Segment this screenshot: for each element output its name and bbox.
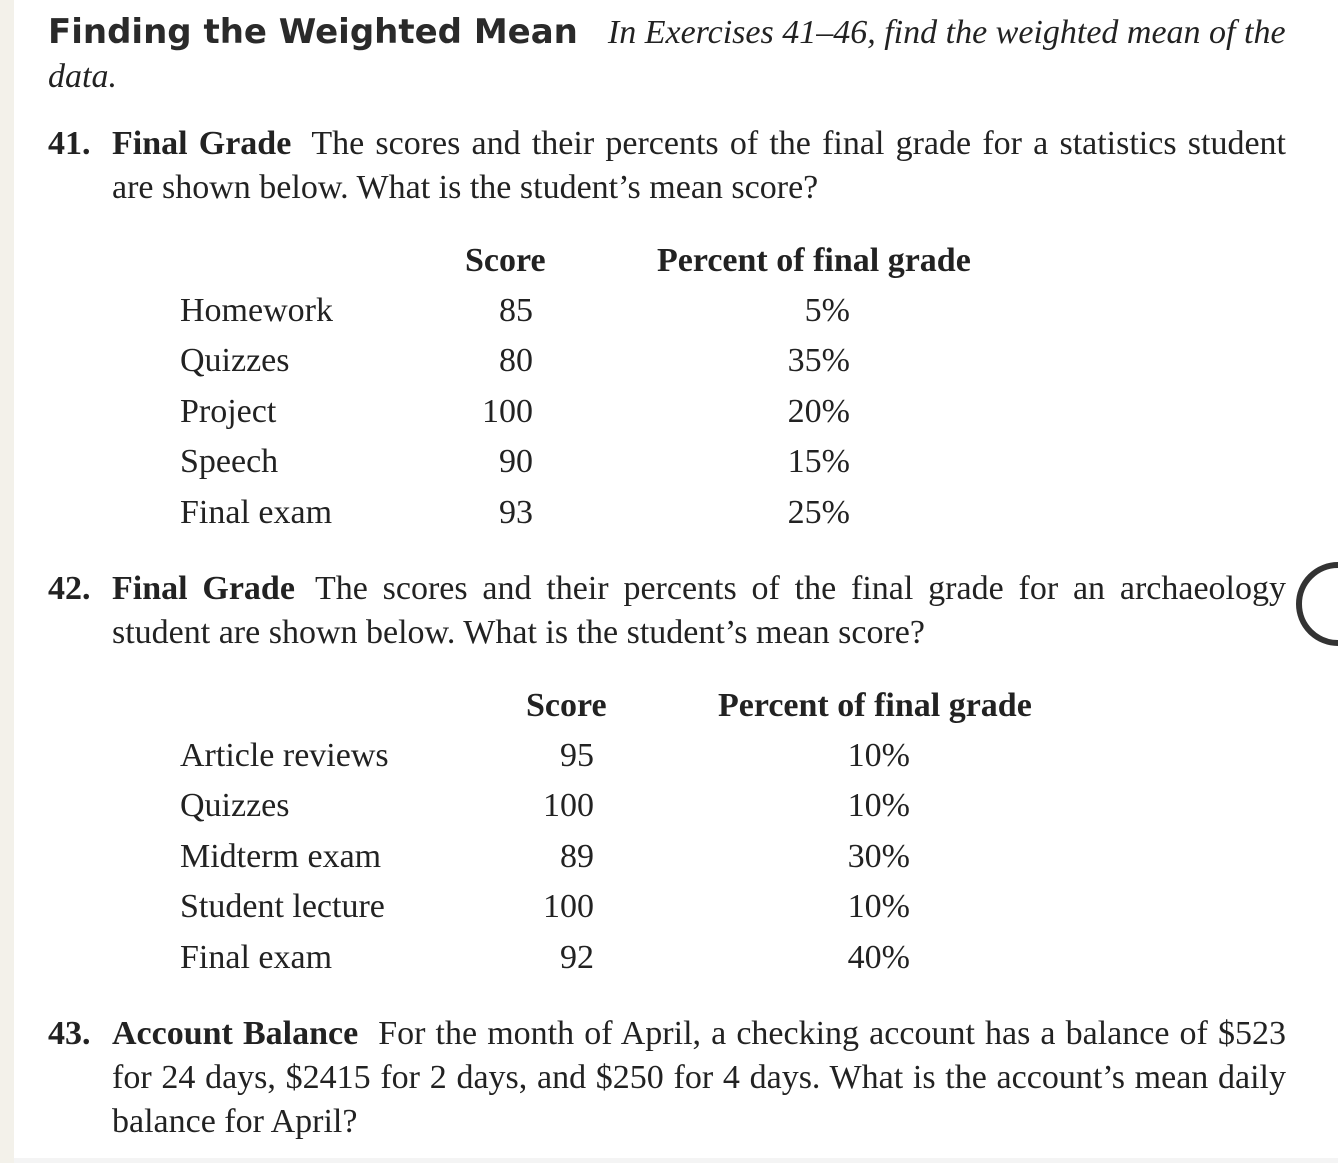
floating-circle-button[interactable]	[1296, 562, 1338, 646]
row-score: 85	[499, 292, 533, 329]
section-instructions: In Exercises 41–46, find the weighted mean of the data.	[48, 14, 1286, 95]
exercise-42	[48, 567, 1286, 655]
exercise-title: Final Grade	[112, 125, 292, 162]
row-percent: 35%	[787, 342, 850, 379]
row-percent: 10%	[847, 737, 910, 774]
exercise-text: The scores and their percents of the final grade for a statistics student are shown below. What is the student’s mean score?	[112, 125, 1286, 206]
row-score: 95	[560, 737, 594, 774]
grade-table-42	[180, 687, 1130, 987]
row-label: Final exam	[180, 494, 333, 531]
row-percent: 5%	[804, 292, 850, 329]
row-percent: 15%	[787, 443, 850, 480]
row-percent: 20%	[787, 393, 850, 430]
row-label: Speech	[180, 443, 279, 480]
row-score: 100	[543, 787, 594, 824]
exercise-title: Final Grade	[112, 570, 295, 607]
bottom-divider	[14, 1158, 1338, 1163]
row-percent: 10%	[847, 787, 910, 824]
column-header-score: Score	[465, 242, 546, 279]
row-percent: 40%	[847, 939, 910, 976]
column-header-percent: Percent of final grade	[718, 687, 1032, 724]
row-score: 92	[560, 939, 594, 976]
exercise-text: The scores and their percents of the final grade for an archaeology student are shown below. What is the student’s mean score?	[112, 570, 1287, 651]
exercise-number: 43.	[48, 1015, 91, 1052]
row-label: Midterm exam	[180, 838, 382, 875]
exercise-number: 41.	[48, 125, 91, 162]
row-label: Final exam	[180, 939, 333, 976]
row-label: Quizzes	[180, 342, 290, 379]
row-label: Student lecture	[180, 888, 385, 925]
exercise-41	[48, 122, 1286, 210]
exercise-number: 42.	[48, 570, 91, 607]
row-percent: 10%	[847, 888, 910, 925]
column-header-score: Score	[526, 687, 607, 724]
row-score: 93	[499, 494, 533, 531]
row-percent: 30%	[847, 838, 910, 875]
exercise-title: Account Balance	[112, 1015, 359, 1052]
row-label: Quizzes	[180, 787, 290, 824]
row-label: Project	[180, 393, 277, 430]
row-score: 89	[560, 838, 594, 875]
row-percent: 25%	[787, 494, 850, 531]
grade-table-41	[180, 242, 1080, 542]
row-score: 100	[482, 393, 533, 430]
textbook-page	[48, 10, 1287, 1140]
column-header-percent: Percent of final grade	[657, 242, 971, 279]
row-label: Article reviews	[180, 737, 389, 774]
row-score: 100	[543, 888, 594, 925]
row-label: Homework	[180, 292, 333, 329]
section-header	[48, 10, 1286, 99]
section-title: Finding the Weighted Mean	[48, 12, 578, 52]
page-margin-strip	[0, 0, 14, 1163]
row-score: 90	[499, 443, 533, 480]
row-score: 80	[499, 342, 533, 379]
exercise-43	[48, 1012, 1286, 1144]
exercise-text: For the month of April, a checking account has a balance of $523 for 24 days, $2415 for 2 days, and $250 for 4 days. What is the account’s mean daily balance for April?	[112, 1015, 1286, 1140]
